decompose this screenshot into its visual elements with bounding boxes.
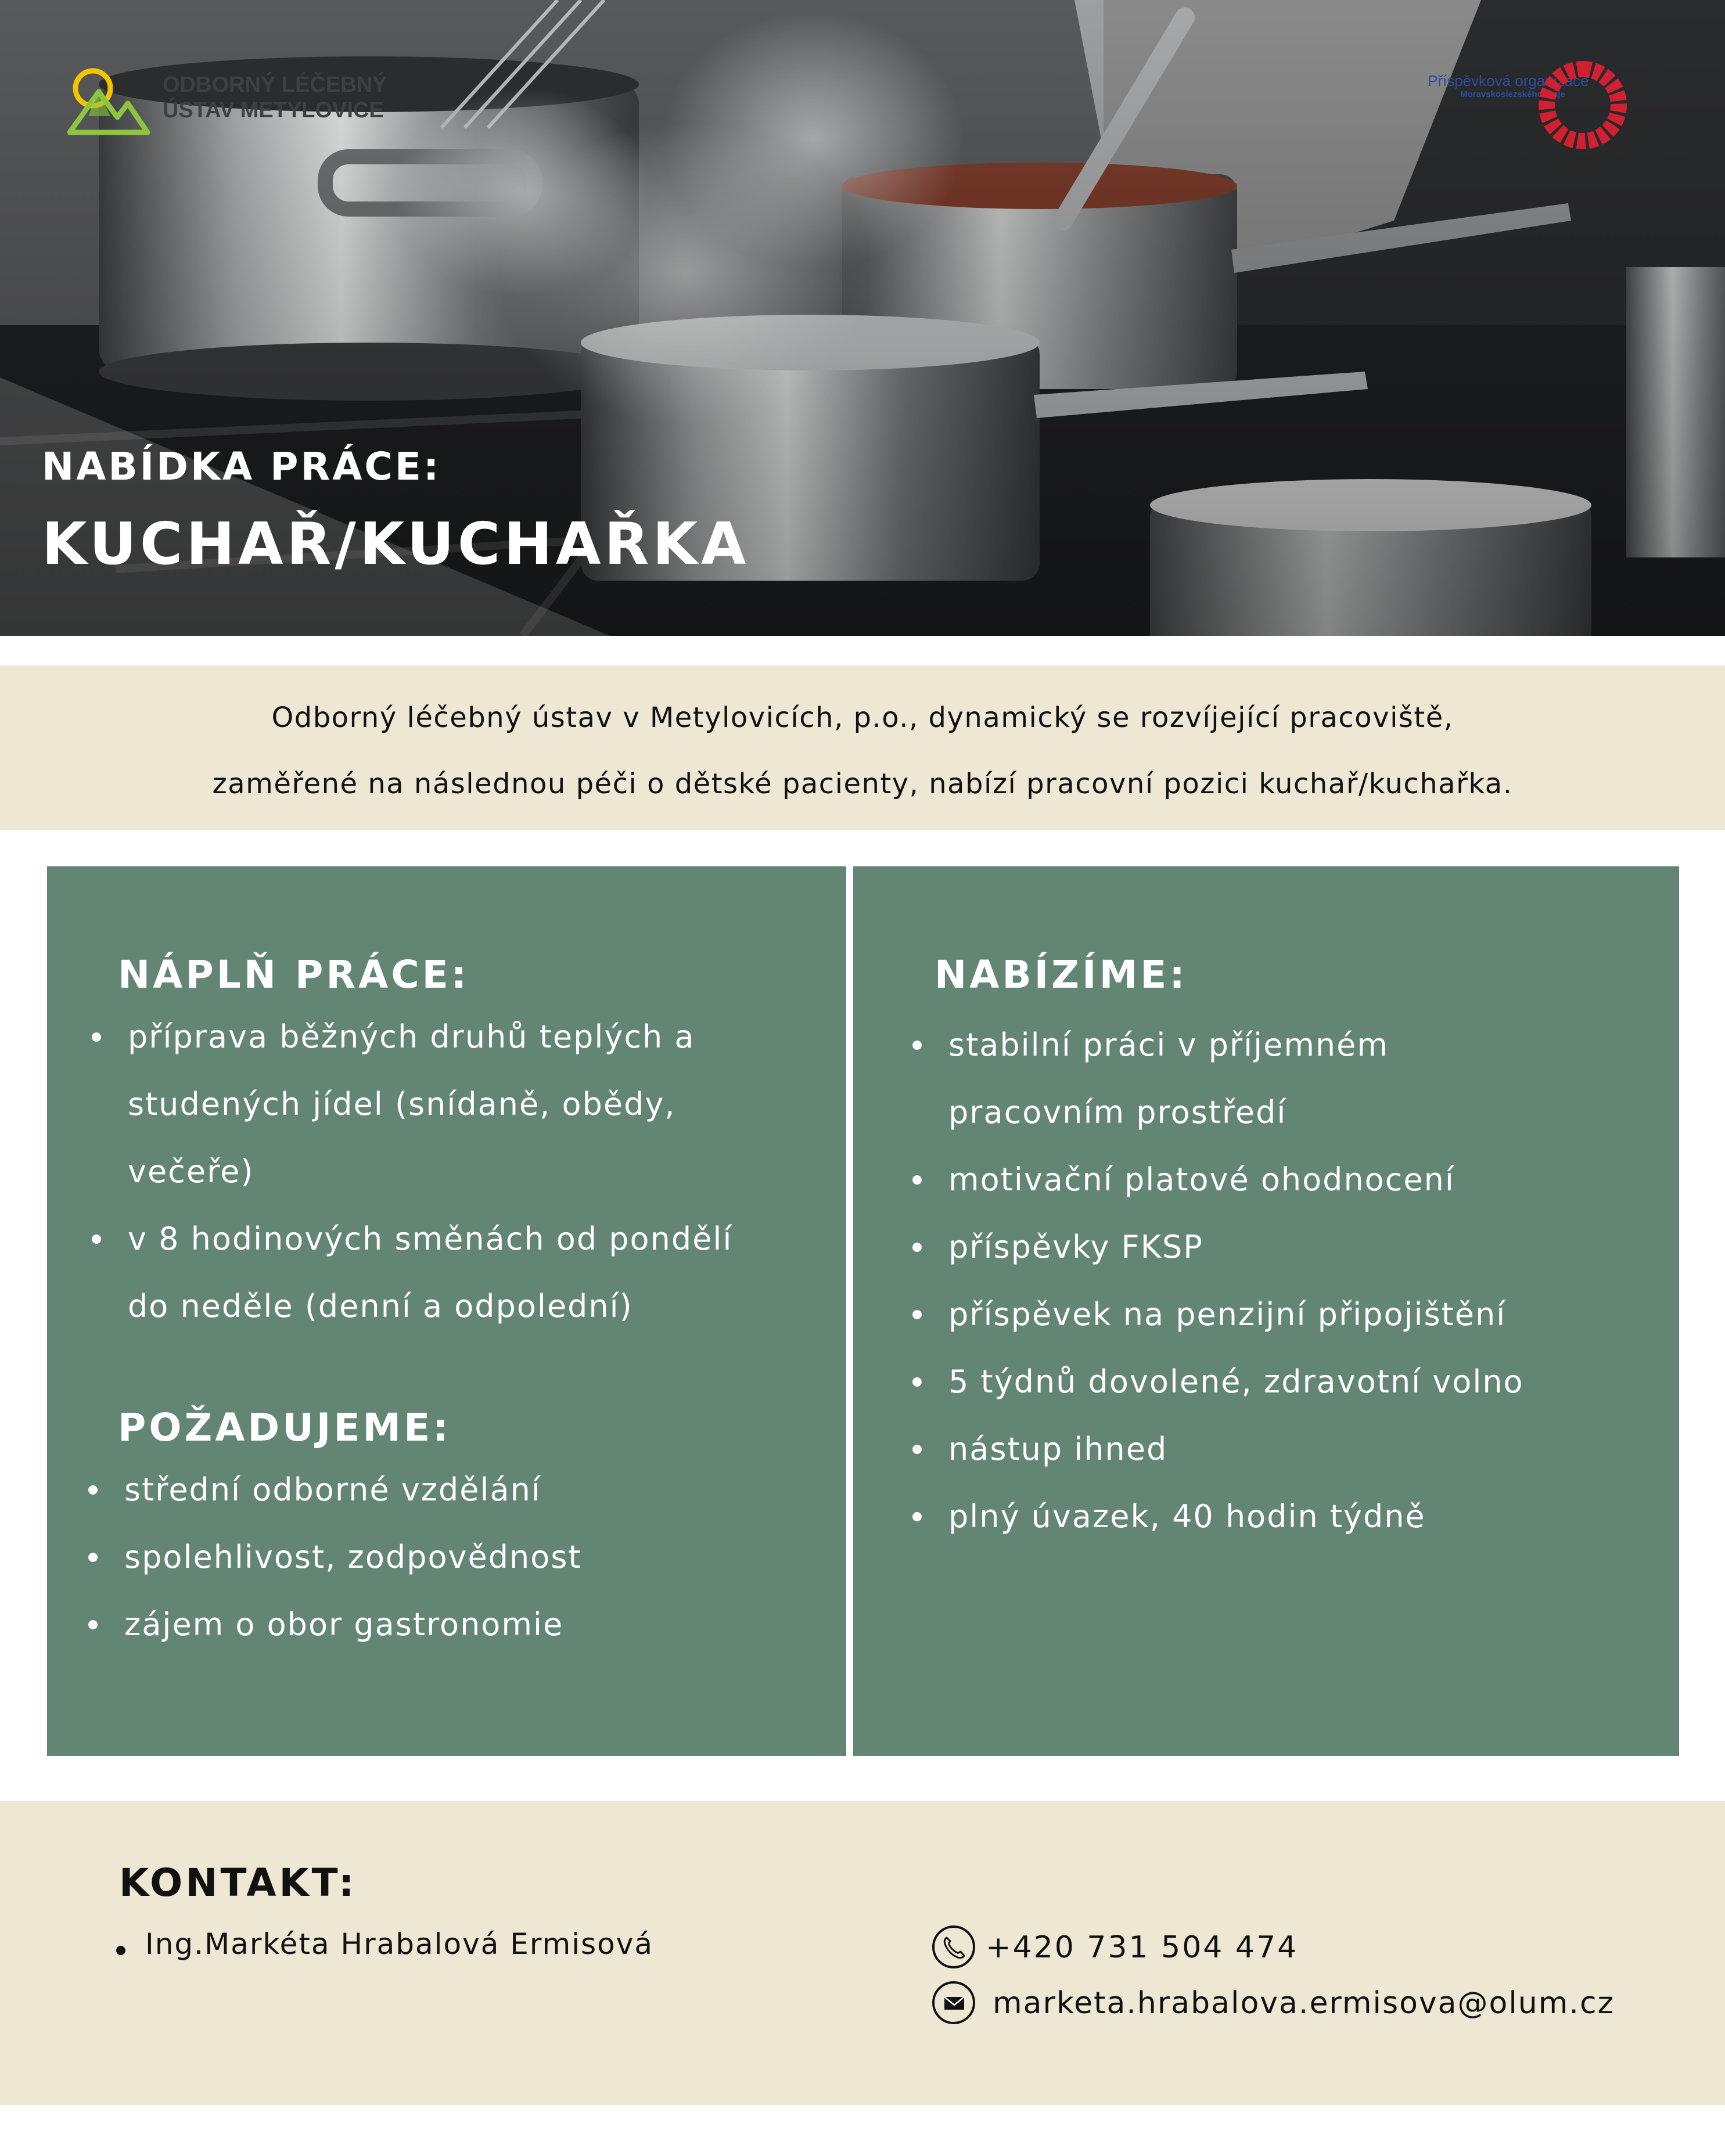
- list-item: v 8 hodinových směnách od pondělí: [128, 1205, 732, 1273]
- list-item: příspěvek na penzijní připojištění: [948, 1281, 1524, 1348]
- contact-section: [0, 1801, 1725, 2105]
- list-item: střední odborné vzdělání: [124, 1456, 582, 1524]
- intro-line-1: Odborný léčebný ústav v Metylovicích, p.o., dynamický se rozvíjející pracoviště,: [271, 701, 1454, 734]
- intro-band: [0, 665, 1725, 830]
- mountain-sun-logo-icon: [65, 64, 152, 139]
- phone-icon: [932, 1925, 975, 1968]
- requirements-heading: POŽADUJEME:: [118, 1405, 451, 1450]
- list-item: plný úvazek, 40 hodin týdně: [948, 1483, 1524, 1550]
- red-ring-logo-icon: [1533, 56, 1632, 154]
- list-item: nástup ihned: [948, 1416, 1524, 1483]
- msk-logo-line1: Příspěvková organizace: [1428, 72, 1589, 89]
- envelope-icon: [932, 1981, 975, 2024]
- list-item: 5 týdnů dovolené, zdravotní volno: [948, 1348, 1524, 1416]
- list-item-continuation: pracovním prostředí: [948, 1094, 1287, 1131]
- hero-banner: [0, 0, 1725, 636]
- list-item-continuation: večeře): [128, 1153, 254, 1190]
- offer-list: [948, 1012, 1524, 1550]
- duties-requirements-panel: [47, 866, 846, 1756]
- duties-list: [128, 1003, 732, 1340]
- email-address[interactable]: marketa.hrabalova.ermisova@olum.cz: [993, 1986, 1615, 2021]
- contact-heading: KONTAKT:: [119, 1860, 357, 1905]
- list-item-continuation: studených jídel (snídaně, obědy,: [128, 1086, 676, 1122]
- contact-person: Ing.Markéta Hrabalová Ermisová: [145, 1927, 653, 1961]
- msk-logo-line2: Moravskoslezského kraje: [1460, 89, 1565, 99]
- list-item: spolehlivost, zodpovědnost: [124, 1524, 582, 1591]
- list-item: motivační platové ohodnocení: [948, 1146, 1524, 1214]
- offer-panel: [853, 866, 1679, 1756]
- list-item: příprava běžných druhů teplých a: [128, 1003, 732, 1071]
- list-item-continuation: do neděle (denní a odpolední): [128, 1288, 633, 1324]
- offer-heading: NABÍZÍME:: [935, 952, 1188, 997]
- duties-heading: NÁPLŇ PRÁCE:: [118, 952, 470, 997]
- list-item: příspěvky FKSP: [948, 1214, 1524, 1281]
- job-title: KUCHAŘ/KUCHAŘKA: [42, 510, 750, 578]
- list-item: stabilní práci v příjemném: [948, 1012, 1524, 1079]
- olum-logo: [65, 64, 390, 139]
- list-item: zájem o obor gastronomie: [124, 1591, 582, 1658]
- msk-logo: [1417, 56, 1638, 154]
- olum-logo-text: ODBORNÝ LÉČEBNÝ ÚSTAV METYLOVICE: [163, 73, 387, 123]
- job-offer-kicker: NABÍDKA PRÁCE:: [42, 444, 441, 489]
- requirements-list: [124, 1456, 582, 1658]
- phone-number[interactable]: +420 731 504 474: [986, 1930, 1299, 1965]
- intro-line-2: zaměřené na následnou péči o dětské pacienty, nabízí pracovní pozici kuchař/kuchařka.: [212, 768, 1513, 800]
- hero-text: [42, 444, 749, 578]
